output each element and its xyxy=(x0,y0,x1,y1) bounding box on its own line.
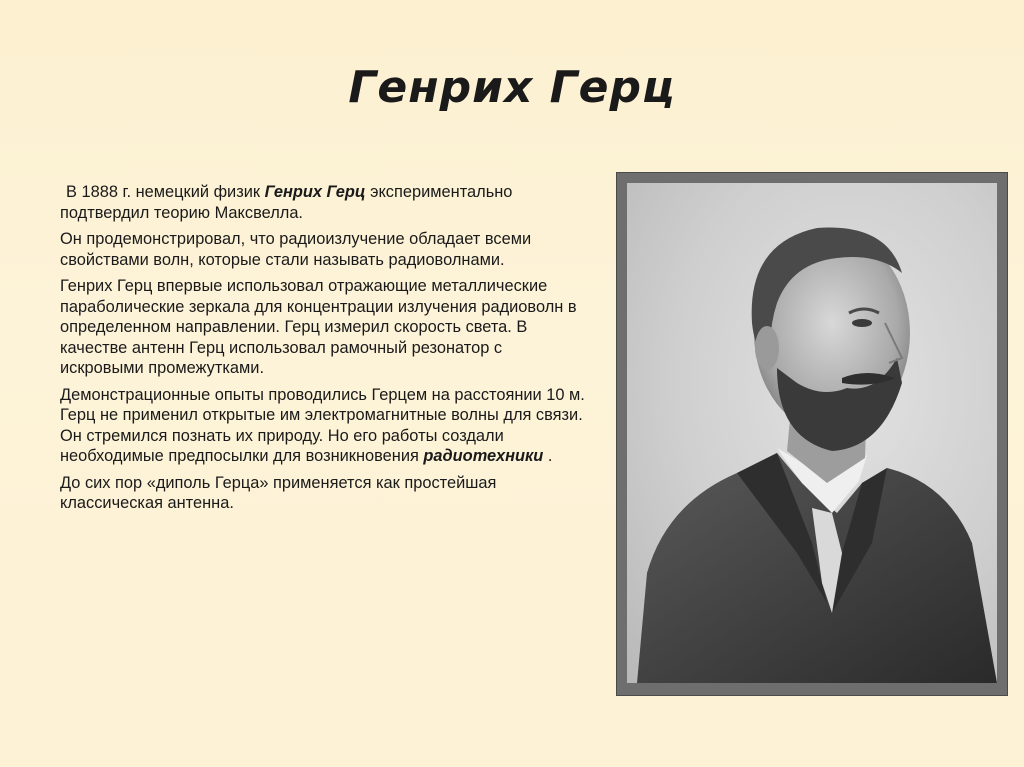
paragraph-1-before: В 1888 г. немецкий физик xyxy=(66,183,265,201)
paragraph-1 xyxy=(60,182,590,223)
paragraph-1-after: экспериментально подтвердил теорию Максвелла. xyxy=(60,183,513,222)
portrait-photo xyxy=(627,183,997,683)
paragraph-2: Он продемонстрировал, что радиоизлучение обладает всеми свойствами волн, которые стали называть радиоволнами. xyxy=(60,230,532,269)
paragraph-4-emph: радиотехники xyxy=(423,447,544,465)
paragraph-4-before: Демонстрационные опыты проводились Герцем на расстоянии 10 м. Герц не применил открытые им электромагнитные волны для связи. Он стремился познать их природу. Но его работы создали необходимые предпосылки для возникновения xyxy=(60,385,585,465)
paragraph-5: До сих пор «диполь Герца» применяется как простейшая классическая антенна. xyxy=(60,473,497,512)
paragraph-4 xyxy=(60,385,590,467)
portrait-illustration xyxy=(627,183,997,683)
slide-title: Генрих Герц xyxy=(348,62,676,113)
paragraph-3: Генрих Герц впервые использовал отражающие металлические параболические зеркала для концентрации излучения радиоволн в определенном направлении. Герц измерил скорость света. В качестве антенн Герц использовал рамочный резонатор с искровыми промежутками. xyxy=(60,277,577,377)
portrait-frame xyxy=(617,173,1007,695)
paragraph-1-name: Генрих Герц xyxy=(264,183,366,201)
body-text xyxy=(60,182,590,520)
paragraph-4-after: . xyxy=(543,447,553,465)
